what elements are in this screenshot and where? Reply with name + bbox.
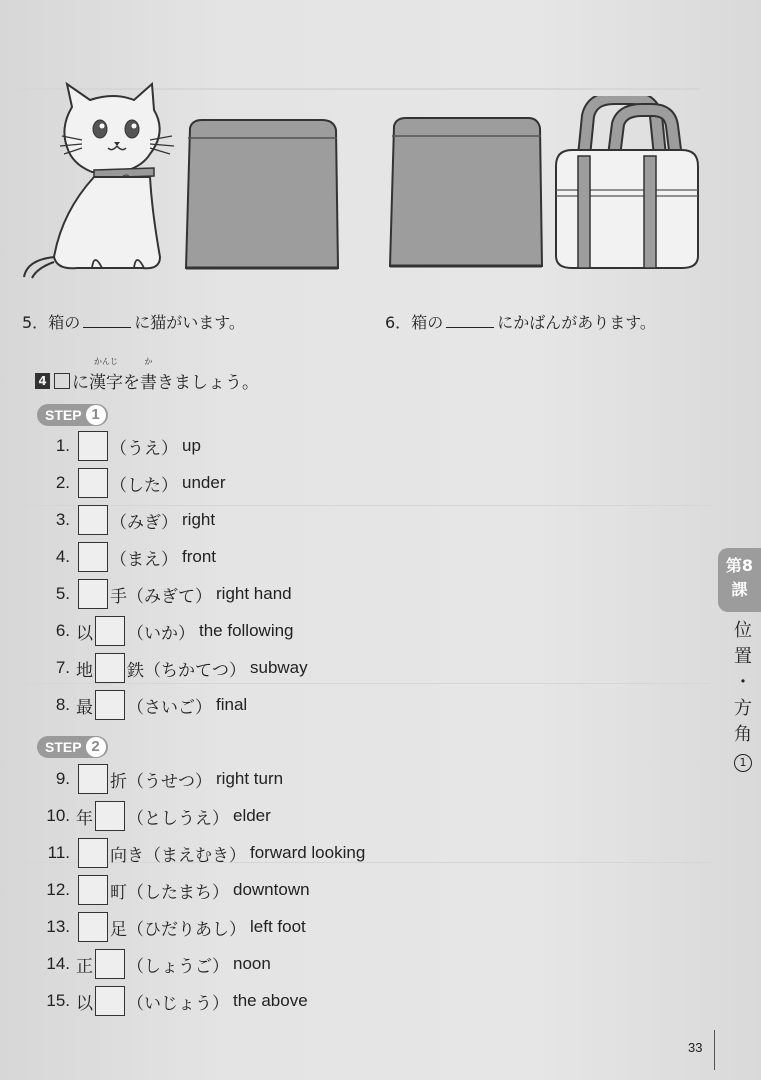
kanji-answer-box[interactable] [95, 986, 125, 1016]
kanji-answer-box[interactable] [78, 542, 108, 572]
reading: （うえ） [110, 438, 178, 459]
exercise-item [30, 503, 215, 537]
english-meaning: under [182, 473, 226, 492]
exercise-item [30, 577, 292, 611]
reading: （しょうご） [127, 956, 229, 977]
bag-illustration [552, 96, 702, 274]
step-2-label: STEP 2 [37, 736, 108, 758]
exercise-item [30, 688, 247, 722]
kanji-answer-box[interactable] [78, 764, 108, 794]
item-number: 14. [46, 954, 70, 973]
item-number: 8. [55, 695, 70, 714]
item-number: 3. [55, 510, 70, 529]
kanji-answer-box[interactable] [95, 949, 125, 979]
exercise-item [30, 651, 308, 685]
reading: （いか） [127, 623, 195, 644]
reading: （みぎて） [127, 586, 212, 607]
exercise-item [30, 910, 306, 944]
kanji-answer-box[interactable] [78, 912, 108, 942]
kanji-answer-box[interactable] [95, 801, 125, 831]
kanji-answer-box[interactable] [78, 468, 108, 498]
item-number: 11. [47, 843, 70, 862]
english-meaning: right hand [216, 584, 292, 603]
reading: （いじょう） [127, 993, 229, 1014]
english-meaning: noon [233, 954, 271, 973]
kanji-before: 正 [76, 956, 93, 977]
item-number: 15. [46, 991, 70, 1010]
kanji-before: 以 [76, 993, 93, 1014]
exercise-item [30, 429, 201, 463]
exercise-item [30, 984, 308, 1018]
chapter-subtitle: 位 置 ・ 方 角 1 [728, 618, 758, 774]
square-box-icon [54, 373, 70, 389]
exercise-item [30, 466, 225, 500]
section-title: 4 に かんじ 漢字 を か 書 きましょう。 [35, 368, 259, 393]
english-meaning: downtown [233, 880, 310, 899]
item-number: 13. [46, 917, 70, 936]
exercise-item [30, 614, 294, 648]
kanji-after: 手 [110, 586, 127, 607]
answer-blank[interactable] [83, 313, 131, 328]
kanji-after: 鉄 [127, 660, 144, 681]
item-number: 6. [55, 621, 70, 640]
kanji-before: 最 [76, 697, 93, 718]
item-number: 7. [55, 658, 70, 677]
step-1-label: STEP 1 [37, 404, 108, 426]
exercise-item [30, 762, 283, 796]
kanji-before: 年 [76, 808, 93, 829]
english-meaning: front [182, 547, 217, 566]
item-number: 9. [55, 769, 70, 788]
kanji-after: 向き [110, 845, 144, 866]
item-number: 10. [46, 806, 70, 825]
kanji-answer-box[interactable] [95, 690, 125, 720]
kanji-before: 地 [76, 660, 93, 681]
reading: （したまち） [127, 882, 229, 903]
reading: （としうえ） [127, 808, 229, 829]
item-number: 2. [55, 473, 70, 492]
item-number: 12. [46, 880, 70, 899]
english-meaning: right turn [216, 769, 284, 788]
reading: （まえむき） [144, 845, 246, 866]
english-meaning: the above [233, 991, 308, 1010]
exercise-item [30, 799, 271, 833]
reading: （ちかてつ） [144, 660, 246, 681]
english-meaning: left foot [250, 917, 306, 936]
kanji-answer-box[interactable] [78, 505, 108, 535]
caption-q5: 5．箱の に猫がいます。 [22, 313, 245, 332]
exercise-item [30, 836, 365, 870]
reading: （さいご） [127, 697, 212, 718]
page-number: 33 [688, 1040, 703, 1055]
reading: （した） [110, 475, 178, 496]
reading: （みぎ） [110, 512, 178, 533]
kanji-answer-box[interactable] [78, 431, 108, 461]
english-meaning: final [216, 695, 248, 714]
reading: （まえ） [110, 549, 178, 570]
section-number: 4 [35, 373, 50, 389]
item-number: 5. [55, 584, 70, 603]
reading: （うせつ） [127, 771, 212, 792]
caption-q6: 6．箱の にかばんがあります。 [385, 313, 656, 332]
kanji-after: 町 [110, 882, 127, 903]
kanji-answer-box[interactable] [78, 579, 108, 609]
kanji-answer-box[interactable] [95, 653, 125, 683]
exercise-item [30, 873, 310, 907]
kanji-before: 以 [76, 623, 93, 644]
english-meaning: elder [233, 806, 271, 825]
reading: （ひだりあし） [127, 919, 246, 940]
cat-illustration [22, 82, 187, 282]
page-divider [714, 1030, 715, 1070]
kanji-answer-box[interactable] [95, 616, 125, 646]
english-meaning: up [182, 436, 201, 455]
kanji-answer-box[interactable] [78, 838, 108, 868]
item-number: 1. [55, 436, 70, 455]
kanji-answer-box[interactable] [78, 875, 108, 905]
exercise-item [30, 947, 271, 981]
english-meaning: right [182, 510, 216, 529]
kanji-after: 折 [110, 771, 127, 792]
item-number: 4. [55, 547, 70, 566]
chapter-tab: 第8 課 [718, 548, 761, 612]
box-illustration [182, 118, 342, 274]
answer-blank[interactable] [446, 313, 494, 328]
box-illustration [388, 116, 548, 272]
english-meaning: subway [250, 658, 308, 677]
english-meaning: the following [199, 621, 294, 640]
english-meaning: forward looking [250, 843, 366, 862]
kanji-after: 足 [110, 919, 127, 940]
exercise-item [30, 540, 216, 574]
